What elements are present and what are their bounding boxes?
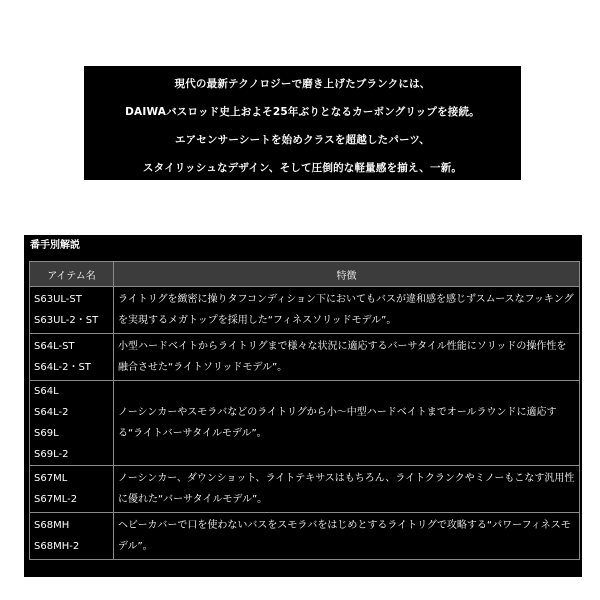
item-name: S67ML-2 [34, 494, 78, 505]
table-row [30, 287, 580, 334]
item-name: S64L [34, 386, 59, 397]
banner-line: DAIWAバスロッド史上およそ25年ぶりとなるカーボングリップを接続。 [125, 106, 480, 118]
column-header-feature: 特徴 [114, 262, 580, 287]
banner-line: エアセンサーシートを始めクラスを超越したパーツ、 [174, 134, 430, 146]
table-row [30, 334, 580, 381]
item-name: S69L [34, 428, 59, 439]
item-name: S63UL-2・ST [34, 315, 99, 326]
item-name-cell [30, 381, 114, 466]
feature-cell: ヘビーカバーで口を使わないバスをスモラバをはじめとするライトリグで攻略する“パワーフィネスモデル”。 [114, 513, 580, 560]
item-name: S64L-2・ST [34, 362, 91, 373]
item-name-cell [30, 513, 114, 560]
banner-line: 現代の最新テクノロジーで磨き上げたブランクには、 [174, 78, 431, 90]
item-name: S64L-ST [34, 341, 75, 352]
table-row [30, 513, 580, 560]
table-header-row [30, 262, 580, 287]
item-name: S63UL-ST [34, 294, 82, 305]
banner-line: スタイリッシュなデザイン、そして圧倒的な軽量感を揃え、一新。 [142, 162, 463, 174]
model-table-wrapper [29, 261, 579, 560]
item-name-cell [30, 287, 114, 334]
feature-cell: ノーシンカー、ダウンショット、ライトテキサスはもちろん、ライトクランクやミノーもこなす汎用性に優れた“バーサタイルモデル”。 [114, 466, 580, 513]
table-row [30, 466, 580, 513]
item-name: S69L-2 [34, 449, 69, 460]
column-header-item: アイテム名 [30, 262, 114, 287]
model-explanation-section [24, 235, 582, 577]
item-name: S67ML [34, 473, 68, 484]
item-name-cell [30, 334, 114, 381]
item-name-cell [30, 466, 114, 513]
table-row [30, 381, 580, 466]
section-title: 番手別解説 [30, 240, 80, 251]
feature-cell: 小型ハードベイトからライトリグまで様々な状況に適応するバーサタイル性能にソリッドの操作性を融合させた“ライトソリッドモデル”。 [114, 334, 580, 381]
item-name: S68MH [34, 520, 70, 531]
model-table [29, 261, 580, 560]
feature-cell: ライトリグを緻密に操りタフコンディション下においてもバスが違和感を感じずスムースなフッキングを実現するメガトップを採用した“フィネスソリッドモデル”。 [114, 287, 580, 334]
item-name: S64L-2 [34, 407, 69, 418]
feature-cell: ノーシンカーやスモラバなどのライトリグから小～中型ハードベイトまでオールラウンドに適応する“ライトバーサタイルモデル”。 [114, 381, 580, 466]
intro-banner [84, 66, 521, 180]
item-name: S68MH-2 [34, 541, 80, 552]
